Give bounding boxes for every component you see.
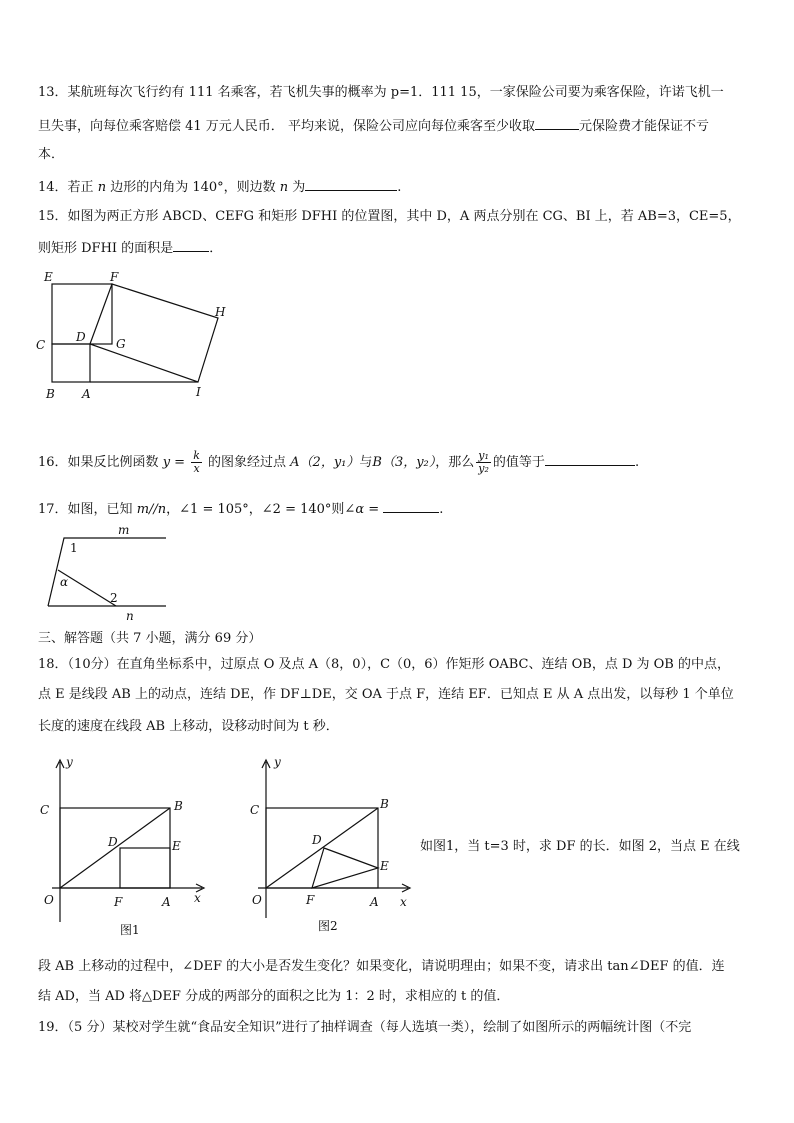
- q17-end: .: [439, 502, 444, 517]
- answer-blank: [383, 499, 439, 513]
- label-x: x: [194, 891, 201, 905]
- q16-x: x: [193, 462, 200, 475]
- q17-line: [38, 499, 443, 519]
- q18-line5: 结 AD，当 AD 将△DEF 分成的两部分的面积之比为 1：2 时，求相应的 t 的值．: [38, 989, 510, 1004]
- diagonal-ob: [266, 808, 378, 888]
- q16-point-a: A（2，y₁）: [290, 455, 360, 470]
- label-d: D: [76, 330, 86, 344]
- label-a: A: [162, 895, 171, 909]
- q14-pre: 14．若正: [38, 180, 98, 195]
- label-alpha: α: [60, 575, 69, 589]
- left-segment: [48, 538, 70, 606]
- label-b: B: [174, 799, 183, 813]
- label-y: y: [274, 755, 281, 769]
- q13-line2-a: 旦失事，向每位乘客赔偿 41 万元人民币． 平均来说，保险公司应向每位乘客至少收取: [38, 119, 535, 134]
- label-angle-1: 1: [70, 541, 78, 555]
- label-e: E: [44, 270, 53, 284]
- q16-y: y: [162, 455, 171, 470]
- q18-line4: 段 AB 上移动的过程中，∠DEF 的大小是否发生变化？如果变化，请说明理由；如果不变，请求出 tan∠DEF 的值．连: [38, 959, 725, 974]
- caption-figure-2: 图2: [318, 919, 338, 933]
- triangle-def: [312, 848, 378, 888]
- label-f: F: [114, 895, 123, 909]
- label-i: I: [196, 385, 201, 399]
- answer-blank: [305, 177, 397, 191]
- q17-mn: m//n: [136, 502, 167, 517]
- q16-with: 与: [359, 455, 373, 470]
- q14-end: .: [397, 180, 402, 195]
- label-e: E: [380, 859, 389, 873]
- q15-line2-a: 则矩形 DFHI 的面积是: [38, 241, 174, 256]
- q16-k: k: [193, 449, 200, 462]
- q16-y2: y₂: [478, 462, 489, 475]
- answer-blank: [535, 116, 579, 130]
- q16-line: [38, 448, 639, 478]
- label-n: n: [126, 609, 134, 623]
- q14-var-n2: n: [279, 180, 289, 195]
- q18-figure-1: [34, 756, 214, 936]
- q18-figure-2: [244, 756, 424, 936]
- q17-alpha: α: [355, 502, 365, 517]
- caption-figure-1: 图1: [120, 923, 140, 937]
- q16-mid2: ，那么: [435, 455, 475, 470]
- q16-y1: y₁: [478, 449, 489, 462]
- label-d: D: [108, 835, 118, 849]
- q17-pre: 17．如图，已知: [38, 502, 137, 517]
- label-a: A: [370, 895, 379, 909]
- label-c: C: [250, 803, 260, 817]
- label-o: O: [44, 893, 54, 907]
- label-m: m: [118, 523, 130, 537]
- label-d: D: [312, 833, 322, 847]
- rectangle-dfhi: [90, 284, 218, 382]
- q17-post: =: [364, 502, 384, 517]
- q15-line2: [38, 238, 222, 258]
- q14-line: [38, 177, 401, 197]
- q15-line2-b: ．: [209, 241, 223, 256]
- q13-line2: [38, 116, 709, 136]
- label-b: B: [380, 797, 389, 811]
- q16-eq: =: [170, 455, 190, 470]
- q16-fraction-y1-over-y2: [476, 450, 491, 475]
- q14-mid: 边形的内角为 140°，则边数: [106, 180, 280, 195]
- q16-mid1: 的图象经过点: [203, 455, 291, 470]
- q16-fraction-k-over-x: [191, 450, 202, 475]
- rectangle-dfae: [120, 848, 170, 888]
- q16-post: 的值等于: [492, 455, 545, 470]
- q13-line1: 13．某航班每次飞行约有 111 名乘客，若飞机失事的概率为 p=1．111 15，一家保险公司要为乘客保险，许诺飞机一: [38, 85, 724, 100]
- q14-post: 为: [288, 180, 306, 195]
- label-h: H: [215, 305, 226, 319]
- answer-blank: [173, 238, 209, 252]
- q17-figure: [40, 524, 180, 624]
- label-angle-2: 2: [110, 591, 118, 605]
- q15-line1: 15．如图为两正方形 ABCD、CEFG 和矩形 DFHI 的位置图，其中 D，A 两点分别在 CG、BI 上，若 AB=3，CE=5，: [38, 209, 741, 224]
- section-title: 三、解答题（共 7 小题，满分 69 分）: [38, 631, 262, 646]
- label-c: C: [40, 803, 50, 817]
- label-y: y: [66, 755, 73, 769]
- q19-line1: 19．（5 分）某校对学生就“食品安全知识”进行了抽样调查（每人选填一类），绘制了如图所示的两幅统计图（不完: [38, 1020, 692, 1035]
- square-abcd: [52, 344, 90, 382]
- q16-point-b: B（3，y₂）: [372, 455, 436, 470]
- q16-end: .: [634, 455, 640, 470]
- q14-var-n: n: [97, 180, 107, 195]
- label-a: A: [82, 387, 91, 401]
- label-f: F: [306, 893, 315, 907]
- label-e: E: [172, 839, 181, 853]
- q17-mid: ，∠1 = 105°，∠2 = 140°则∠: [166, 502, 356, 517]
- q18-side-text: 如图1，当 t=3 时，求 DF 的长．如图 2，当点 E 在线: [420, 839, 740, 854]
- label-x: x: [400, 895, 407, 909]
- label-c: C: [36, 338, 46, 352]
- q16-pre: 16．如果反比例函数: [38, 455, 163, 470]
- answer-blank: [545, 452, 635, 466]
- label-f: F: [110, 270, 119, 284]
- q18-line2: 点 E 是线段 AB 上的动点，连结 DE，作 DF⊥DE，交 OA 于点 F，连结 EF．已知点 E 从 A 点出发，以每秒 1 个单位: [38, 687, 734, 702]
- q18-line3: 长度的速度在线段 AB 上移动，设移动时间为 t 秒．: [38, 719, 339, 734]
- q13-line2-b: 元保险费才能保证不亏: [578, 119, 709, 134]
- q18-line1: 18．（10分）在直角坐标系中，过原点 O 及点 A（8，0），C（0，6）作矩形 OABC、连结 OB，点 D 为 OB 的中点，: [38, 657, 730, 672]
- label-g: G: [116, 337, 126, 351]
- q15-figure: [30, 266, 240, 406]
- label-o: O: [252, 893, 262, 907]
- q13-line3: 本．: [38, 147, 65, 162]
- label-b: B: [46, 387, 55, 401]
